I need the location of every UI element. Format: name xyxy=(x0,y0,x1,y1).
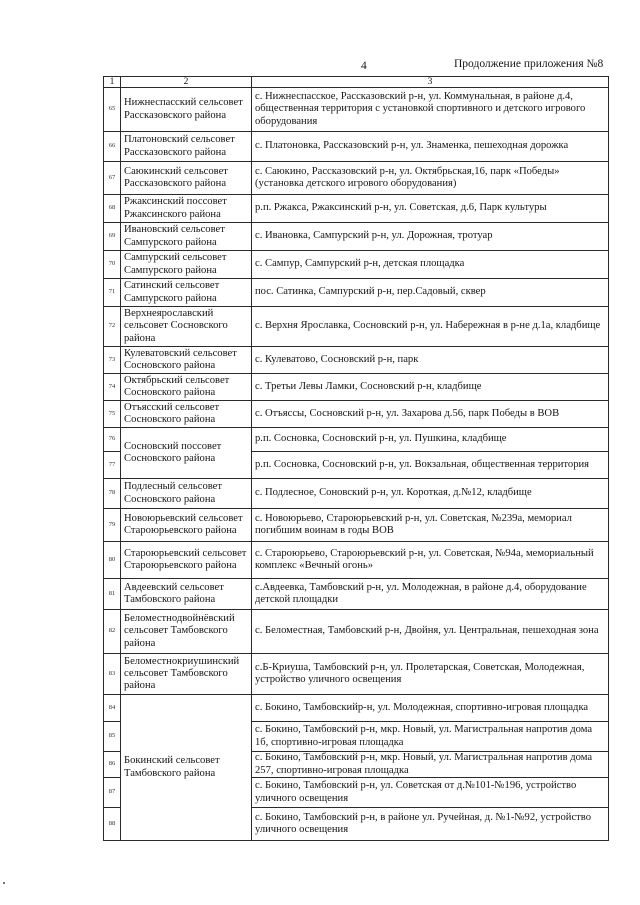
table-row xyxy=(104,579,609,610)
address-cell: с.Авдеевка, Тамбовский р-н, ул. Молодежная, в районе д.4, оборудование детской площадки xyxy=(252,579,609,610)
table-row xyxy=(104,223,609,251)
organization-cell: Староюрьевский сельсовет Староюрьевского района xyxy=(121,542,252,579)
row-number: 87 xyxy=(104,778,121,808)
organization-cell: Подлесный сельсовет Сосновского района xyxy=(121,479,252,509)
row-number: 73 xyxy=(104,347,121,374)
address-cell: р.п. Сосновка, Сосновский р-н, ул. Вокзальная, общественная территория xyxy=(252,452,609,479)
address-cell: с. Бокино, Тамбовский р-н, ул. Советская от д.№101-№196, устройство уличного освещения xyxy=(252,778,609,808)
row-number: 78 xyxy=(104,479,121,509)
organization-cell: Сатинский сельсовет Сампурского района xyxy=(121,279,252,307)
table-row xyxy=(104,610,609,654)
table-row xyxy=(104,88,609,132)
address-cell: с. Саюкино, Рассказовский р-н, ул. Октябрьская,16, парк «Победы» (установка детского игрового оборудования) xyxy=(252,162,609,195)
table-row xyxy=(104,132,609,162)
continuation-heading: Продолжение приложения №8 xyxy=(454,58,604,70)
organization-cell: Новоюрьевский сельсовет Староюрьевского района xyxy=(121,509,252,542)
column-number-row xyxy=(104,77,609,88)
organization-cell: Беломестнодвойнёвский сельсовет Тамбовского района xyxy=(121,610,252,654)
row-number: 81 xyxy=(104,579,121,610)
row-number: 88 xyxy=(104,808,121,841)
address-cell: с. Ивановка, Сампурский р-н, ул. Дорожная, тротуар xyxy=(252,223,609,251)
row-number: 85 xyxy=(104,722,121,752)
organization-cell: Беломестнокриушинский сельсовет Тамбовского района xyxy=(121,654,252,695)
row-number: 80 xyxy=(104,542,121,579)
table-row xyxy=(104,279,609,307)
row-number: 67 xyxy=(104,162,121,195)
column-number: 3 xyxy=(252,77,609,88)
page-number: 4 xyxy=(361,60,367,72)
organization-cell: Авдеевский сельсовет Тамбовского района xyxy=(121,579,252,610)
address-cell: пос. Сатинка, Сампурский р-н, пер.Садовый, сквер xyxy=(252,279,609,307)
organization-cell: Саюкинский сельсовет Рассказовского района xyxy=(121,162,252,195)
address-cell: с. Платоновка, Рассказовский р-н, ул. Знаменка, пешеходная дорожка xyxy=(252,132,609,162)
table-row xyxy=(104,347,609,374)
row-number: 86 xyxy=(104,752,121,778)
address-cell: с. Кулеватово, Сосновский р-н, парк xyxy=(252,347,609,374)
row-number: 74 xyxy=(104,374,121,401)
column-number: 2 xyxy=(121,77,252,88)
address-cell: с. Новоюрьево, Староюрьевский р-н, ул. Советская, №239а, мемориал погибшим воинам в годы ВОВ xyxy=(252,509,609,542)
table-row xyxy=(104,307,609,347)
scan-speck xyxy=(3,882,5,884)
organization-cell: Бокинский сельсовет Тамбовского района xyxy=(121,695,252,841)
organization-cell: Кулеватовский сельсовет Сосновского района xyxy=(121,347,252,374)
table-row xyxy=(104,428,609,452)
table-row xyxy=(104,695,609,722)
address-cell: с. Третьи Левы Ламки, Сосновский р-н, кладбище xyxy=(252,374,609,401)
address-cell: с. Отъяссы, Сосновский р-н, ул. Захарова д.56, парк Победы в ВОВ xyxy=(252,401,609,428)
address-cell: с.Б-Криуша, Тамбовский р-н, ул. Пролетарская, Советская, Молодежная, устройство уличного освещения xyxy=(252,654,609,695)
address-cell: с. Бокино, Тамбовскийр-н, ул. Молодежная, спортивно-игровая площадка xyxy=(252,695,609,722)
column-number: 1 xyxy=(104,77,121,88)
row-number: 76 xyxy=(104,428,121,452)
table-row xyxy=(104,654,609,695)
address-cell: с. Бокино, Тамбовский р-н, мкр. Новый, ул. Магистральная напротив дома 1б, спортивно-игровая площадка xyxy=(252,722,609,752)
table-row xyxy=(104,195,609,223)
table-row xyxy=(104,251,609,279)
organization-cell: Сосновский поссовет Сосновского района xyxy=(121,428,252,479)
organization-cell: Отъясский сельсовет Сосновского района xyxy=(121,401,252,428)
organization-cell: Платоновский сельсовет Рассказовского района xyxy=(121,132,252,162)
row-number: 72 xyxy=(104,307,121,347)
row-number: 65 xyxy=(104,88,121,132)
table-row xyxy=(104,401,609,428)
organization-cell: Верхнеярославский сельсовет Сосновского района xyxy=(121,307,252,347)
address-cell: с. Подлесное, Соновский р-н, ул. Короткая, д.№12, кладбище xyxy=(252,479,609,509)
row-number: 71 xyxy=(104,279,121,307)
appendix-table xyxy=(103,76,609,841)
address-cell: с. Нижнеспасское, Рассказовский р-н, ул. Коммунальная, в районе д.4, общественная территория с установкой спортивного и детского игрового оборудования xyxy=(252,88,609,132)
row-number: 77 xyxy=(104,452,121,479)
table-row xyxy=(104,162,609,195)
organization-cell: Октябрьский сельсовет Сосновского района xyxy=(121,374,252,401)
address-cell: р.п. Сосновка, Сосновский р-н, ул. Пушкина, кладбище xyxy=(252,428,609,452)
address-cell: с. Бокино, Тамбовский р-н, мкр. Новый, ул. Магистральная напротив дома 257, спортивно-игровая площадка xyxy=(252,752,609,778)
row-number: 69 xyxy=(104,223,121,251)
organization-cell: Нижнеспасский сельсовет Рассказовского района xyxy=(121,88,252,132)
row-number: 75 xyxy=(104,401,121,428)
row-number: 84 xyxy=(104,695,121,722)
organization-cell: Ржаксинский поссовет Ржаксинского района xyxy=(121,195,252,223)
organization-cell: Ивановский сельсовет Сампурского района xyxy=(121,223,252,251)
row-number: 66 xyxy=(104,132,121,162)
table-row xyxy=(104,374,609,401)
table-row xyxy=(104,479,609,509)
table-row xyxy=(104,509,609,542)
row-number: 82 xyxy=(104,610,121,654)
address-cell: с. Беломестная, Тамбовский р-н, Двойня, ул. Центральная, пешеходная зона xyxy=(252,610,609,654)
row-number: 83 xyxy=(104,654,121,695)
address-cell: с. Бокино, Тамбовский р-н, в районе ул. Ручейная, д. №1-№92, устройство уличного освещения xyxy=(252,808,609,841)
table-row xyxy=(104,542,609,579)
row-number: 70 xyxy=(104,251,121,279)
address-cell: р.п. Ржакса, Ржаксинский р-н, ул. Советская, д.6, Парк культуры xyxy=(252,195,609,223)
address-cell: с. Сампур, Сампурский р-н, детская площадка xyxy=(252,251,609,279)
organization-cell: Сампурский сельсовет Сампурского района xyxy=(121,251,252,279)
row-number: 68 xyxy=(104,195,121,223)
row-number: 79 xyxy=(104,509,121,542)
address-cell: с. Староюрьево, Староюрьевский р-н, ул. Советская, №94а, мемориальный комплекс «Вечный огонь» xyxy=(252,542,609,579)
address-cell: с. Верхня Ярославка, Сосновский р-н, ул. Набережная в р-не д.1а, кладбище xyxy=(252,307,609,347)
